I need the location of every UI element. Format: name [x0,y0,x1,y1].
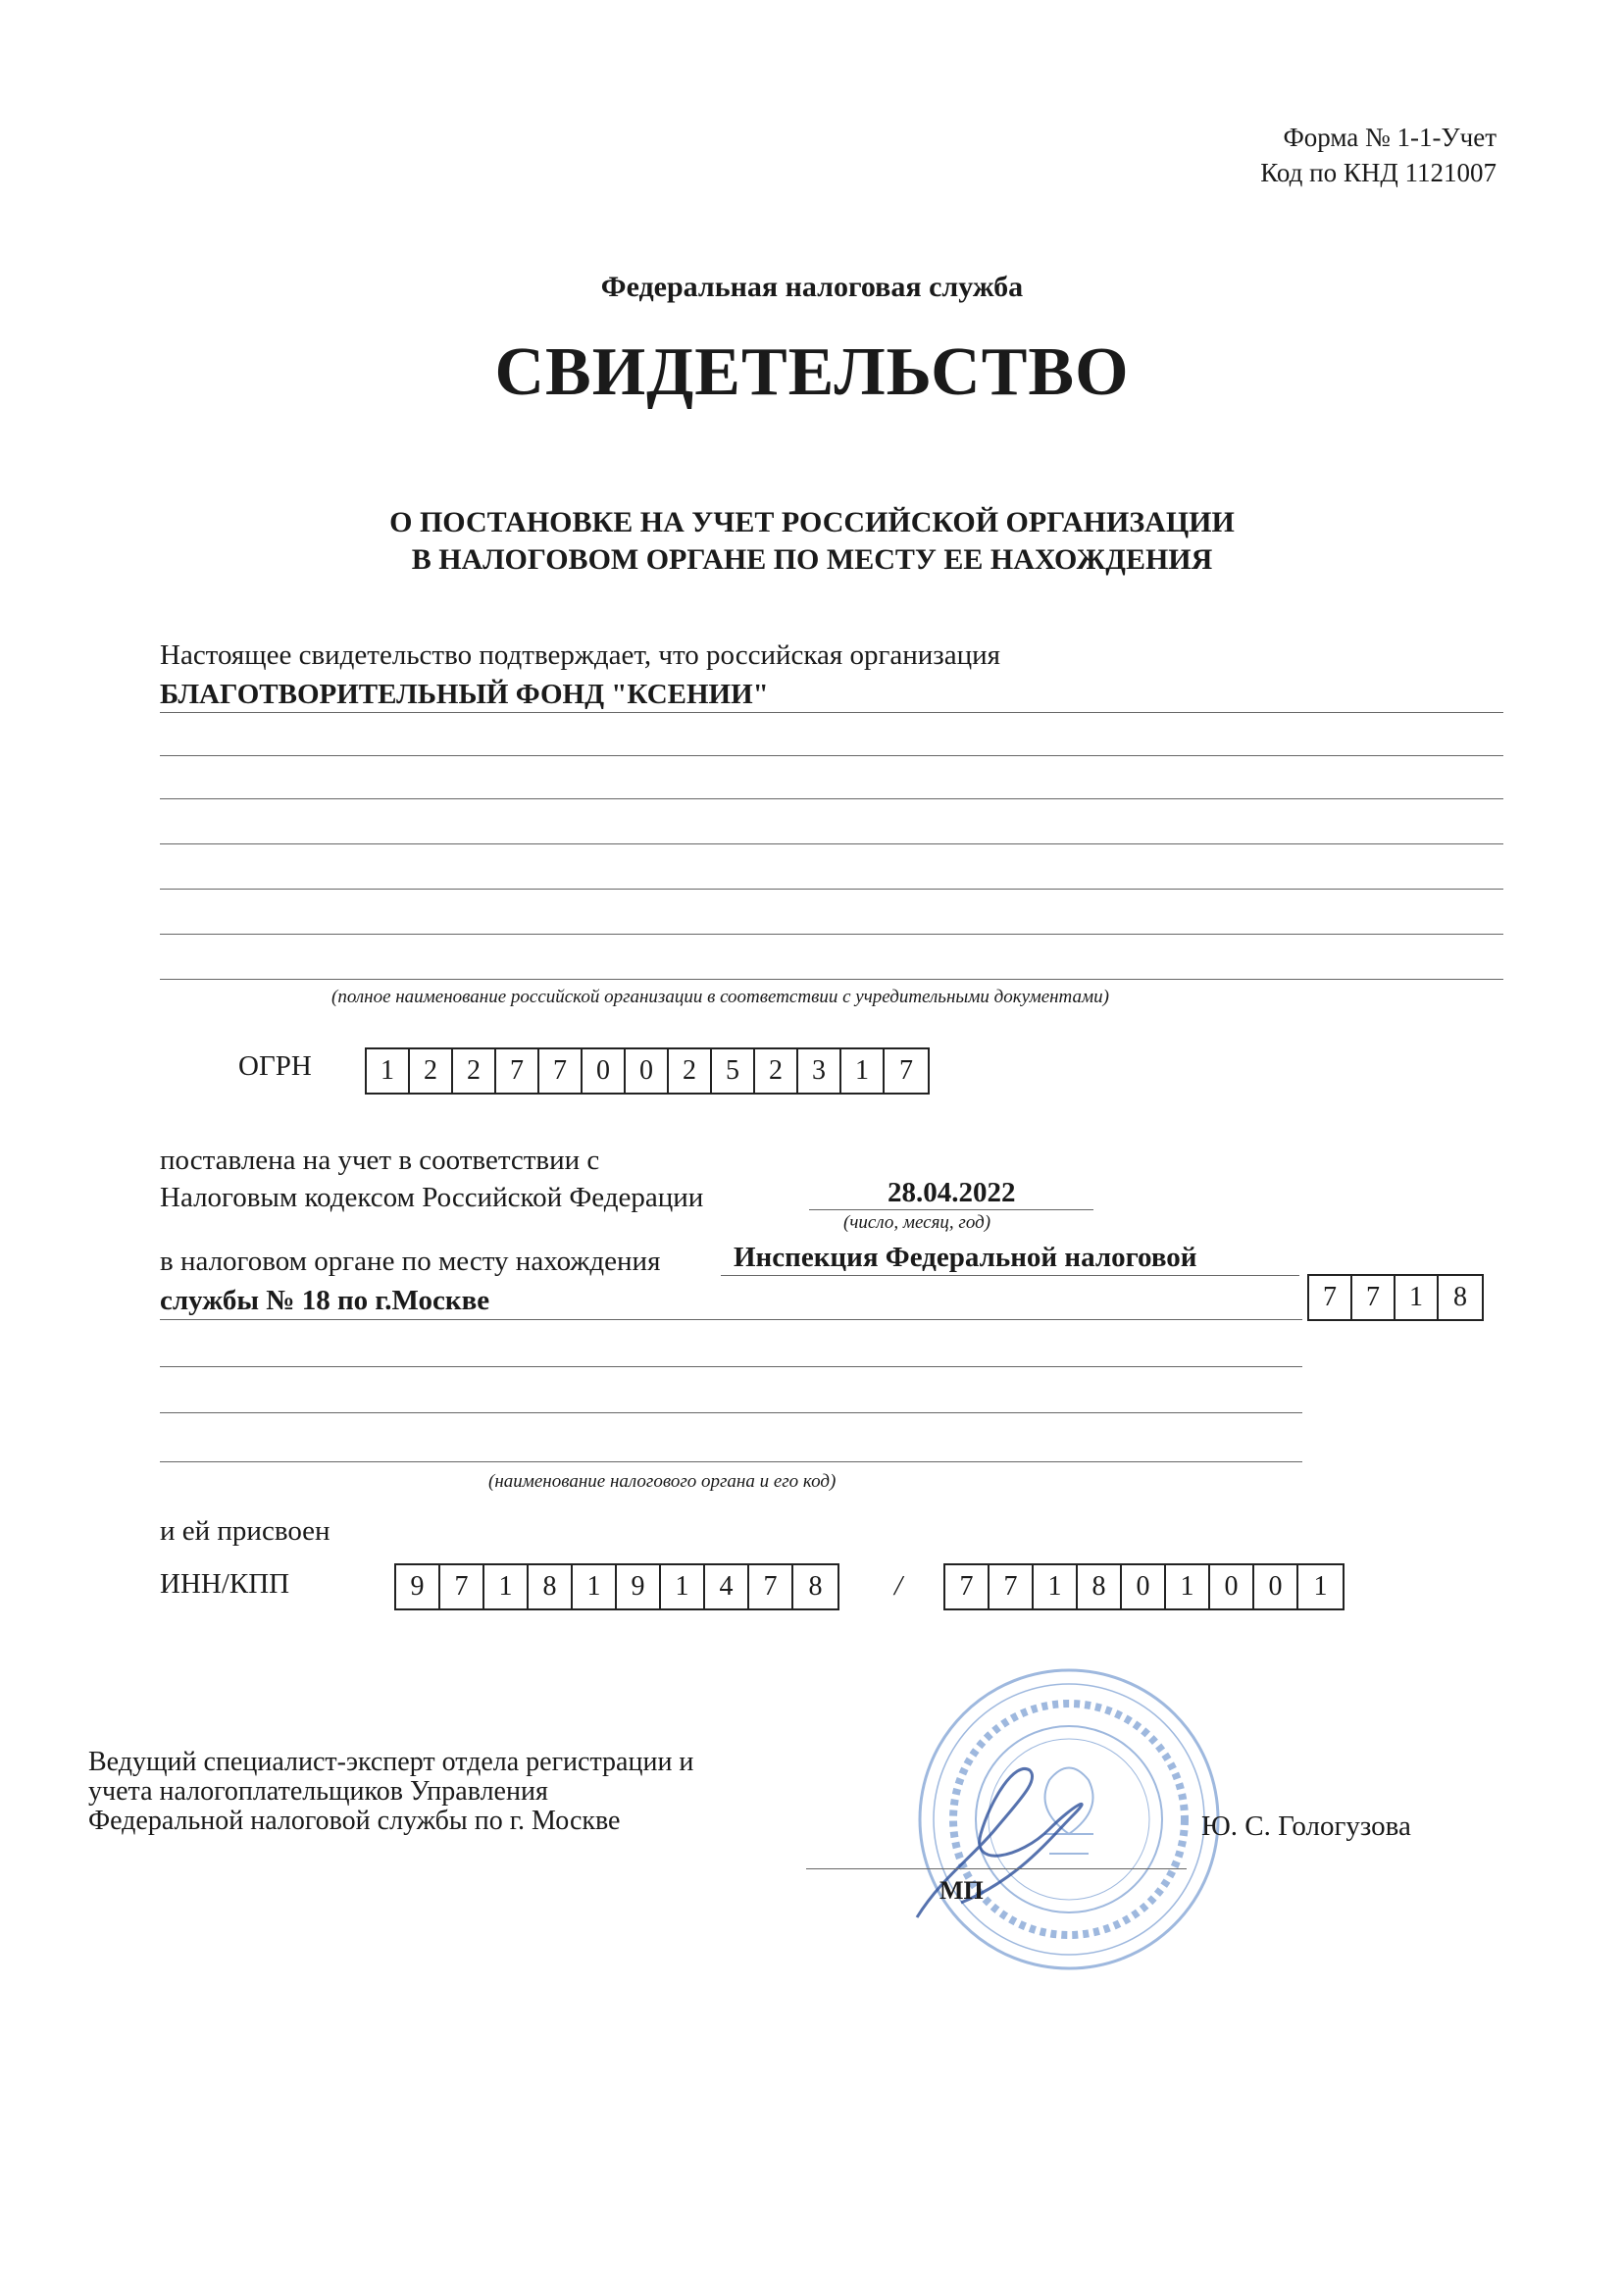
authority-code-cells [1307,1274,1484,1321]
name-line [160,934,1503,935]
kpp-cells [943,1563,1345,1610]
authority-line [160,1319,1302,1320]
authority-line [160,1366,1302,1367]
date-caption: (число, месяц, год) [843,1212,991,1233]
inn-digit: 4 [705,1565,749,1608]
ogrn-digit: 2 [669,1049,712,1093]
ogrn-label: ОГРН [238,1050,312,1082]
ogrn-digit: 2 [453,1049,496,1093]
ogrn-digit: 1 [367,1049,410,1093]
authority-code-digit: 7 [1309,1276,1352,1319]
name-line [160,979,1503,980]
kpp-digit: 1 [1166,1565,1210,1608]
authority-intro: в налоговом органе по месту нахождения [160,1246,661,1277]
kpp-digit: 0 [1210,1565,1254,1608]
kpp-digit: 0 [1254,1565,1298,1608]
authority-code-digit: 7 [1352,1276,1396,1319]
intro-text: Настоящее свидетельство подтверждает, что российская организация [160,639,1000,671]
inn-kpp-separator: / [894,1570,903,1602]
name-line [160,755,1503,756]
kpp-digit: 7 [945,1565,990,1608]
authority-line [160,1412,1302,1413]
inn-digit: 1 [484,1565,529,1608]
organization-name-caption: (полное наименование российской организации в соответствии с учредительными документами) [331,987,1109,1007]
signer-position-line-1: Ведущий специалист-эксперт отдела регистрации и [88,1747,694,1777]
authority-code-digit: 1 [1396,1276,1439,1319]
ogrn-digit: 7 [539,1049,583,1093]
authority-line [160,1461,1302,1462]
authority-name-line-1: Инспекция Федеральной налоговой [734,1242,1197,1273]
kpp-digit: 7 [990,1565,1034,1608]
date-line [809,1209,1093,1210]
authority-caption: (наименование налогового органа и его код) [488,1471,837,1492]
kpp-digit: 0 [1122,1565,1166,1608]
inn-digit: 1 [573,1565,617,1608]
registration-text-line-2: Налоговым кодексом Российской Федерации [160,1182,704,1213]
organization-name: БЛАГОТВОРИТЕЛЬНЫЙ ФОНД "КСЕНИИ" [160,679,769,710]
authority-name-line-2: службы № 18 по г.Москве [160,1285,490,1316]
inn-kpp-label: ИНН/КПП [160,1568,290,1600]
kpp-digit: 1 [1313,1571,1328,1602]
ogrn-digit: 2 [410,1049,453,1093]
assigned-text: и ей присвоен [160,1515,330,1547]
subtitle-line-2: В НАЛОГОВОМ ОРГАНЕ ПО МЕСТУ ЕЕ НАХОЖДЕНИЯ [411,543,1213,576]
name-line [160,798,1503,799]
document-title: СВИДЕТЕЛЬСТВО [494,334,1130,410]
document-subtitle [0,504,1624,579]
signature-line [806,1868,1187,1869]
stamp-place-label: МП [939,1876,984,1905]
authority-line [721,1275,1299,1276]
inn-digit: 1 [661,1565,705,1608]
subtitle-line-1: О ПОСТАНОВКЕ НА УЧЕТ РОССИЙСКОЙ ОРГАНИЗАЦИИ [389,506,1235,538]
authority-code-digit: 8 [1453,1282,1467,1312]
ogrn-cells [365,1047,930,1095]
ogrn-digit: 7 [899,1055,913,1086]
form-code-block [1260,120,1497,190]
inn-digit: 8 [808,1571,823,1602]
signer-position-line-2: учета налогоплательщиков Управления [88,1776,548,1807]
inn-digit: 9 [617,1565,661,1608]
name-line [160,712,1503,713]
signer-name: Ю. С. Гологузова [1201,1810,1411,1842]
registration-date: 28.04.2022 [888,1177,1016,1208]
ogrn-digit: 0 [583,1049,626,1093]
signature-scribble-icon [902,1741,1138,1937]
agency-title: Федеральная налоговая служба [600,271,1024,303]
ogrn-digit: 7 [496,1049,539,1093]
kpp-digit: 8 [1078,1565,1122,1608]
inn-digit: 7 [749,1565,793,1608]
ogrn-digit: 5 [712,1049,755,1093]
inn-digit: 8 [529,1565,573,1608]
registration-text-line-1: поставлена на учет в соответствии с [160,1145,600,1176]
name-line [160,889,1503,890]
ogrn-digit: 0 [626,1049,669,1093]
inn-cells [394,1563,839,1610]
kpp-digit: 1 [1034,1565,1078,1608]
signer-position [88,1748,693,1836]
form-number: Форма № 1-1-Учет [1283,123,1497,152]
ogrn-digit: 1 [841,1049,885,1093]
ogrn-digit: 3 [798,1049,841,1093]
name-line [160,843,1503,844]
ogrn-digit: 2 [755,1049,798,1093]
inn-digit: 7 [440,1565,484,1608]
knd-code: Код по КНД 1121007 [1260,158,1497,187]
signer-position-line-3: Федеральной налоговой службы по г. Москве [88,1806,621,1836]
inn-digit: 9 [396,1565,440,1608]
